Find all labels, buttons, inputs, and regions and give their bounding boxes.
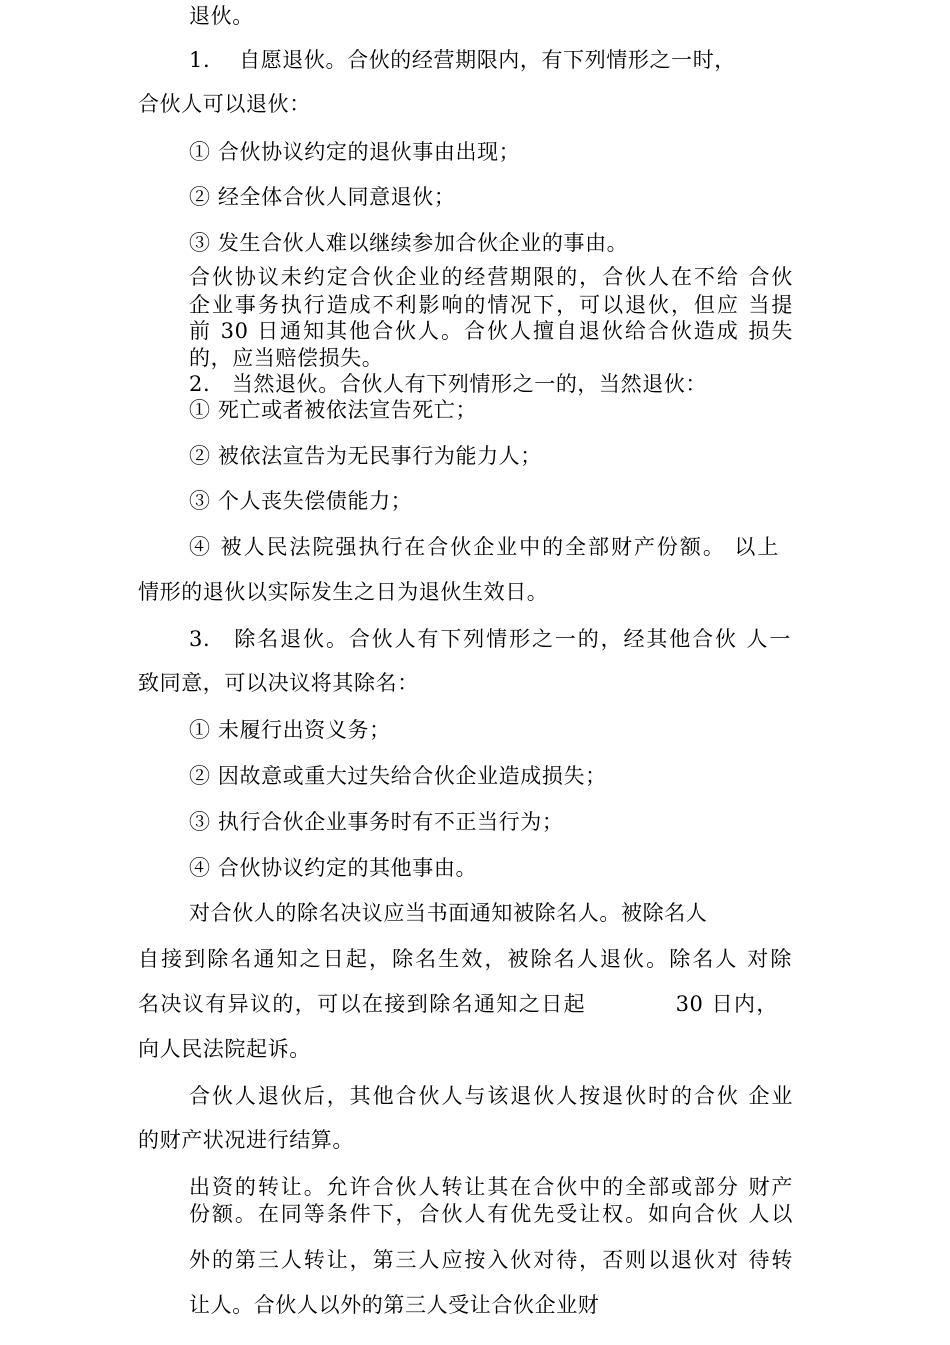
text-line: 自接到除名通知之日起，除名生效，被除名人退伙。除名人 对除	[138, 947, 792, 971]
text-line: 情形的退伙以实际发生之日为退伙生效日。	[138, 580, 549, 604]
text-line: 企业事务执行造成不利影响的情况下，可以退伙，但应 当提	[189, 293, 793, 317]
text-line: 合伙人退伙后，其他合伙人与该退伙人按退伙时的合伙 企业	[189, 1084, 793, 1108]
text-line: 让人。合伙人以外的第三人受让合伙企业财	[189, 1293, 600, 1317]
text-line: 名决议有异议的，可以在接到除名通知之日起 30 日内，	[138, 992, 778, 1016]
list-item: ① 未履行出资义务；	[189, 718, 391, 742]
list-item: ④ 合伙协议约定的其他事由。	[189, 856, 478, 880]
list-item: ③ 发生合伙人难以继续参加合伙企业的事由。	[189, 231, 629, 255]
text-line: 致同意，可以决议将其除名：	[138, 671, 419, 695]
text-line: 的财产状况进行结算。	[138, 1128, 354, 1152]
list-item: ③ 个人丧失偿债能力；	[189, 489, 413, 513]
text-line: 的，应当赔偿损失。	[189, 346, 384, 370]
text-line: 对合伙人的除名决议应当书面通知被除名人。被除名人	[189, 901, 708, 925]
text-line: 2. 当然退伙。合伙人有下列情形之一的，当然退伙：	[189, 372, 708, 396]
text-line: 出资的转让。允许合伙人转让其在合伙中的全部或部分 财产	[189, 1175, 793, 1199]
text-line: 份额。在同等条件下，合伙人有优先受让权。如向合伙 人以	[189, 1202, 793, 1226]
text-line: 1. 自愿退伙。合伙的经营期限内，有下列情形之一时，	[189, 48, 736, 72]
list-item: ② 经全体合伙人同意退伙；	[189, 185, 456, 209]
list-item: ① 死亡或者被依法宣告死亡；	[189, 398, 478, 422]
text-line: 3. 除名退伙。合伙人有下列情形之一的，经其他合伙 人一	[189, 627, 791, 651]
text-line: 前 30 日通知其他合伙人。合伙人擅自退伙给合伙造成 损失	[189, 319, 793, 343]
list-item: ① 合伙协议约定的退伙事由出现；	[189, 140, 521, 164]
text-line: 向人民法院起诉。	[138, 1037, 311, 1061]
list-item: ③ 执行合伙企业事务时有不正当行为；	[189, 810, 564, 834]
text-line: 合伙协议未约定合伙企业的经营期限的，合伙人在不给 合伙	[189, 265, 793, 289]
list-item: ② 被依法宣告为无民事行为能力人；	[189, 444, 542, 468]
list-item: ④ 被人民法院强执行在合伙企业中的全部财产份额。 以上	[189, 535, 779, 559]
text-line: 外的第三人转让，第三人应按入伙对待，否则以退伙对 待转	[189, 1248, 793, 1272]
text-line: 退伙。	[189, 4, 254, 28]
list-item: ② 因故意或重大过失给合伙企业造成损失；	[189, 764, 607, 788]
text-line: 合伙人可以退伙：	[138, 92, 311, 116]
